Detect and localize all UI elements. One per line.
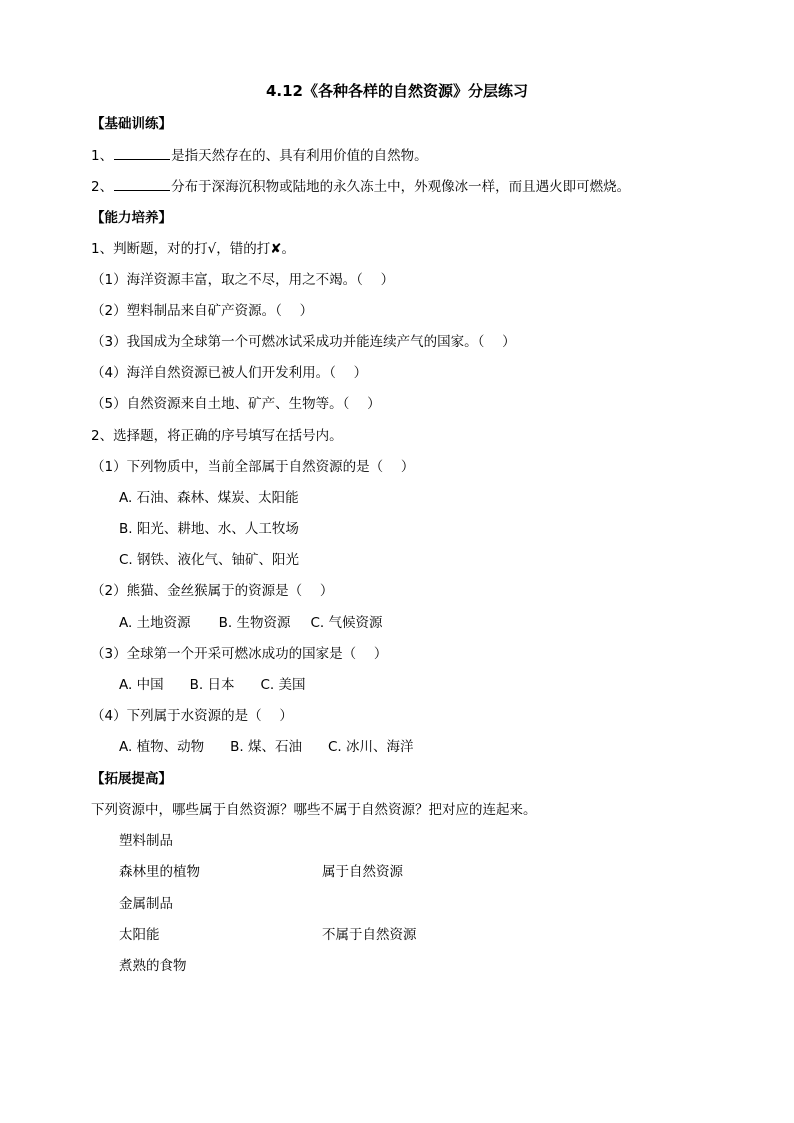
choice-option: B. 煤、石油 (230, 739, 302, 755)
choice-question-4: （4）下列属于水资源的是（ ） (91, 708, 293, 724)
matching-left-item[interactable]: 金属制品 (119, 896, 173, 912)
answer-blank[interactable] (114, 176, 170, 191)
matching-left-item[interactable]: 煮熟的食物 (119, 958, 187, 974)
matching-right-item[interactable]: 属于自然资源 (322, 864, 403, 880)
judge-item: （2）塑料制品来自矿产资源。（ ） (91, 303, 314, 319)
choice-option: C. 美国 (260, 677, 306, 693)
matching-left-item[interactable]: 塑料制品 (119, 833, 173, 849)
choice-option: A. 中国 (119, 677, 164, 693)
section-ability-heading: 【能力培养】 (91, 210, 172, 226)
page-title: 4.12《各种各样的自然资源》分层练习 (265, 82, 528, 100)
choice-options-row (119, 675, 305, 695)
choice-options-row (119, 737, 413, 757)
choice-question-3: （3）全球第一个开采可燃冰成功的国家是（ ） (91, 646, 388, 662)
choice-option: C. 气候资源 (310, 615, 383, 631)
matching-left-item[interactable]: 太阳能 (119, 927, 160, 943)
choice-option: A. 土地资源 (119, 615, 191, 631)
question-number: 2、 (91, 179, 114, 195)
judge-item: （4）海洋自然资源已被人们开发利用。（ ） (91, 365, 368, 381)
matching-left-item[interactable]: 森林里的植物 (119, 864, 200, 880)
fill-question-1 (91, 145, 428, 166)
fill-question-2 (91, 176, 630, 197)
judge-title: 1、判断题，对的打√，错的打✘。 (91, 241, 296, 257)
choice-option: B. 阳光、耕地、水、人工牧场 (119, 521, 299, 537)
matching-instruction: 下列资源中，哪些属于自然资源？哪些不属于自然资源？把对应的连起来。 (91, 802, 537, 818)
choice-option: B. 生物资源 (218, 615, 291, 631)
answer-blank[interactable] (114, 145, 170, 160)
choice-option: A. 石油、森林、煤炭、太阳能 (119, 490, 299, 506)
choice-option: C. 钢铁、液化气、铀矿、阳光 (119, 552, 300, 568)
question-number: 1、 (91, 148, 114, 164)
matching-right-item[interactable]: 不属于自然资源 (322, 927, 417, 943)
judge-item: （5）自然资源来自土地、矿产、生物等。（ ） (91, 396, 381, 412)
section-extension-heading: 【拓展提高】 (91, 771, 172, 787)
question-text: 分布于深海沉积物或陆地的永久冻土中，外观像冰一样，而且遇火即可燃烧。 (171, 179, 631, 195)
choice-option: C. 冰川、海洋 (327, 739, 414, 755)
choice-option: B. 日本 (189, 677, 235, 693)
judge-item: （3）我国成为全球第一个可燃冰试采成功并能连续产气的国家。（ ） (91, 334, 516, 350)
question-text: 是指天然存在的、具有利用价值的自然物。 (171, 148, 428, 164)
choice-options-row (119, 613, 382, 633)
choice-question-1: （1）下列物质中，当前全部属于自然资源的是（ ） (91, 459, 415, 475)
choice-title: 2、选择题，将正确的序号填写在括号内。 (91, 428, 343, 444)
section-basic-heading: 【基础训练】 (91, 116, 172, 132)
choice-option: A. 植物、动物 (119, 739, 205, 755)
judge-item: （1）海洋资源丰富，取之不尽，用之不竭。（ ） (91, 272, 395, 288)
choice-question-2: （2）熊猫、金丝猴属于的资源是（ ） (91, 583, 334, 599)
